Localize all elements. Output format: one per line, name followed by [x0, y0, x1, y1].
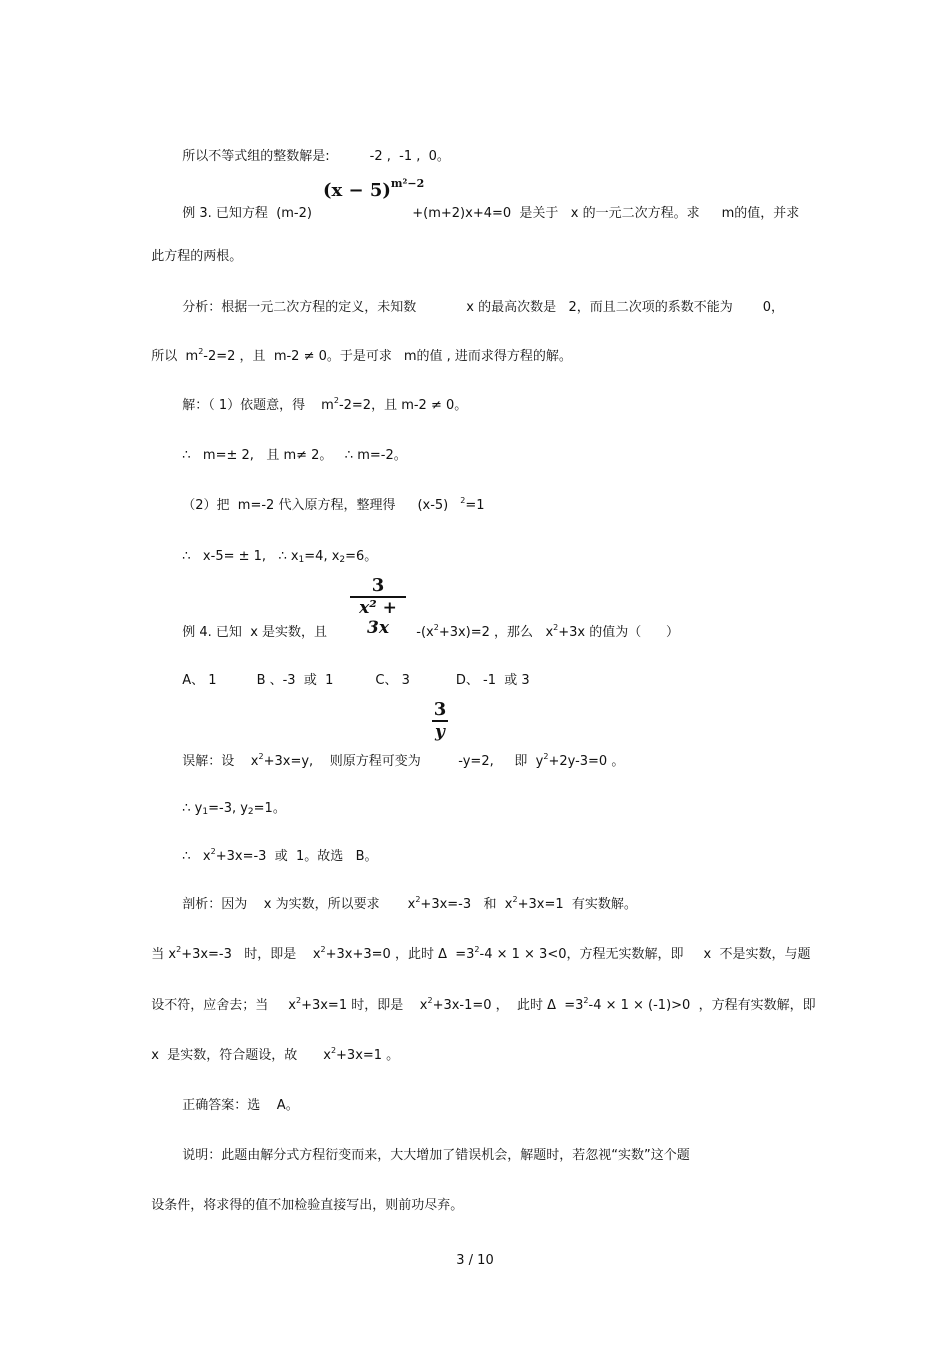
fraction [350, 576, 406, 638]
text-line [174, 432, 407, 464]
text: =-3, y [208, 801, 248, 816]
text: 说明：此题由解分式方程衍变而来，大大增加了错误机会，解题时，若忽视“实数”这个题 [182, 1148, 690, 1163]
text-line [174, 1082, 299, 1114]
text: +(m+2)x+4=0 是关于 x 的一元二次方程。求 [412, 206, 700, 221]
fraction-denominator: y [435, 722, 445, 742]
text: ∴ m=± 2, 且 m≠ 2。 ∴ m=-2。 [182, 448, 407, 463]
superscript: 2 [512, 895, 518, 904]
text: -(x [416, 625, 434, 640]
text-line [174, 609, 327, 641]
subscript: 2 [339, 555, 346, 565]
equation-exponent: m²−2 [390, 177, 425, 190]
text: -4 × 1 × 3<0，方程无实数解，即 [479, 947, 684, 962]
text-line [450, 738, 624, 771]
text-line [174, 785, 286, 818]
text: +3x=-3 时，即是 x [181, 947, 321, 962]
text: 当 x [151, 947, 177, 962]
text-line [143, 233, 242, 265]
text-line [174, 284, 784, 316]
text: 0， [762, 300, 785, 315]
text: m [321, 398, 334, 413]
text: +3x=y, 则原方程可变为 [263, 754, 421, 769]
subscript: 1 [202, 807, 209, 817]
text: 所以不等式组的整数解是: [182, 149, 330, 164]
text: +3x-1=0 ， 此时 Δ =3 [432, 998, 584, 1013]
text: =1 [465, 498, 485, 513]
option-d: D、 -1 或 3 [455, 673, 530, 688]
superscript: 2 [415, 895, 421, 904]
superscript: 2 [553, 623, 559, 632]
text: -4 × 1 × (-1)>0 ，方程有实数解，即 [588, 998, 816, 1013]
text: (x-5) [417, 498, 449, 513]
text: ∴ x-5= ± 1, ∴ x [182, 549, 299, 564]
options-line [174, 657, 530, 689]
superscript: 2 [320, 945, 326, 954]
text: -2 , -1 , 0。 [369, 149, 450, 164]
page-number: 3 / 10 [456, 1253, 494, 1268]
text-line [174, 382, 467, 415]
text: x [288, 998, 296, 1013]
superscript: 2 [210, 847, 216, 856]
text: +2y-3=0 。 [548, 754, 625, 769]
text-line [404, 190, 799, 222]
text: ∴ y [182, 801, 203, 816]
text-line [408, 609, 679, 642]
text: +3x=-3 和 x [420, 897, 513, 912]
text-line [174, 482, 485, 515]
text: 所以 m [151, 349, 199, 364]
text: 剖析：因为 x 为实数，所以要求 [182, 897, 380, 912]
text: x [323, 1048, 331, 1063]
fraction-denominator: x² + 3x [359, 598, 397, 638]
subscript: 2 [247, 807, 254, 817]
text-line [143, 1182, 463, 1214]
text-line [174, 881, 637, 914]
text-line [143, 982, 816, 1015]
text: 此方程的两根。 [151, 249, 243, 264]
text: m的值，并求 [721, 206, 800, 221]
text: +3x=1 。 [336, 1048, 400, 1063]
text: 设不符，应舍去；当 [151, 998, 269, 1013]
text-line [174, 190, 332, 222]
text: 分析：根据一元二次方程的定义，未知数 [182, 300, 417, 315]
text-line [143, 333, 572, 366]
text: +3x+3=0 ，此时 Δ =3 [325, 947, 475, 962]
text: x 的最高次数是 2，而且二次项的系数不能为 [466, 300, 733, 315]
text: 例 3. 已知方程 (m-2) [182, 206, 312, 221]
option-c: C、 3 [375, 673, 410, 688]
text-line [174, 1132, 690, 1164]
text-line [143, 1032, 399, 1065]
text-line [174, 738, 421, 771]
text: 误解：设 x [182, 754, 259, 769]
text: 设条件，将求得的值不加检验直接写出，则前功尽弃。 [151, 1198, 464, 1213]
superscript: 2 [176, 945, 182, 954]
text: ∴ x [182, 849, 211, 864]
superscript: 2 [333, 396, 339, 405]
superscript: 2 [583, 996, 589, 1005]
text-line [143, 931, 810, 964]
superscript: 2 [474, 945, 480, 954]
text: +3x=1 时，即是 x [301, 998, 428, 1013]
text: =6。 [345, 549, 378, 564]
option-b: B 、-3 或 1 [256, 673, 334, 688]
superscript: 2 [427, 996, 433, 1005]
superscript: 2 [198, 347, 204, 356]
text: x 不是实数，与题 [703, 947, 811, 962]
superscript: 2 [543, 752, 549, 761]
option-a: A、 1 [182, 673, 217, 688]
text: +3x=1 有实数解。 [517, 897, 637, 912]
fraction [432, 700, 448, 742]
text: 解：（ 1）依题意，得 [182, 398, 306, 413]
fraction-numerator: 3 [433, 699, 447, 720]
equation-base: (x − 5) [323, 180, 391, 201]
superscript: 2 [433, 623, 439, 632]
text: 例 4. 已知 x 是实数，且 [182, 625, 328, 640]
superscript: 2 [330, 1046, 337, 1055]
text: -2=2，且 m-2 ≠ 0。 [338, 398, 468, 413]
text: +3x 的值为（ ） [558, 625, 680, 640]
subscript: 1 [298, 555, 305, 565]
superscript: 2 [258, 752, 264, 761]
text-line [174, 133, 450, 165]
text: -2=2 ，且 m-2 ≠ 0。于是可求 [203, 349, 392, 364]
text: =1。 [253, 801, 286, 816]
text: =4, x [304, 549, 340, 564]
text-line [174, 533, 377, 566]
text: -y=2, 即 y [458, 754, 544, 769]
superscript: 2 [295, 996, 302, 1005]
text: 正确答案：选 A。 [182, 1098, 299, 1113]
text: +3x)=2 ，那么 x [438, 625, 554, 640]
text: （2）把 m=-2 代入原方程，整理得 [182, 498, 396, 513]
superscript: 2 [460, 496, 466, 505]
text: x [407, 897, 416, 912]
text: x 是实数，符合题设，故 [151, 1048, 298, 1063]
text: +3x=-3 或 1。故选 B。 [215, 849, 378, 864]
text-line [174, 833, 378, 866]
text: m的值 , 进而求得方程的解。 [403, 349, 572, 364]
fraction-numerator: 3 [371, 575, 385, 596]
